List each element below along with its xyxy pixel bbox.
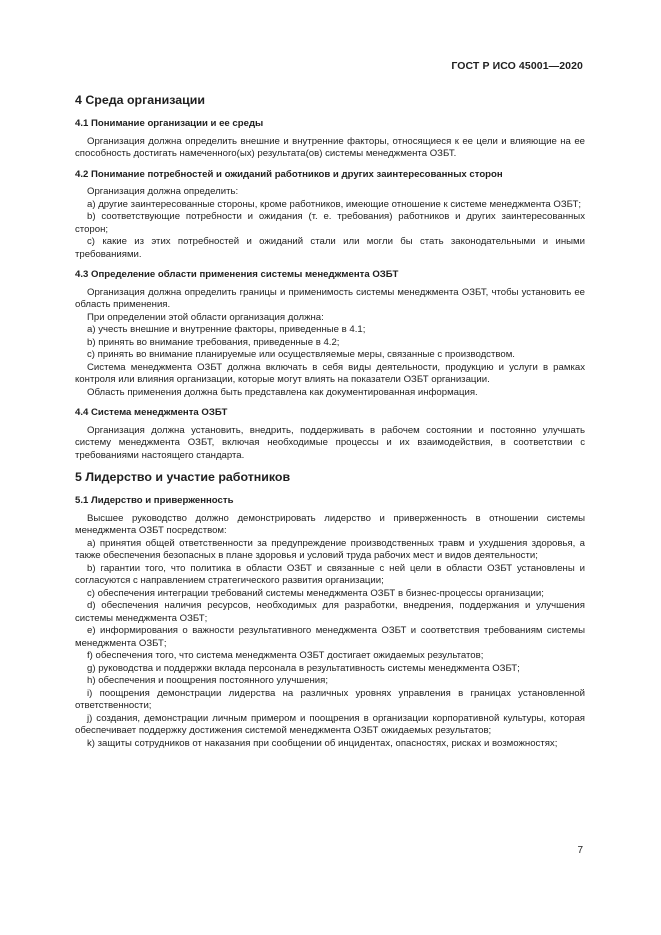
paragraph: Организация должна определить границы и применимость системы менеджмента ОЗБТ, чтобы установить ее область применения. bbox=[75, 286, 585, 310]
document-id: ГОСТ Р ИСО 45001—2020 bbox=[451, 60, 583, 72]
paragraph: Высшее руководство должно демонстрировать лидерство и приверженность в отношении системы менеджмента ОЗБТ посредством: bbox=[75, 512, 585, 536]
list-item: a) учесть внешние и внутренние факторы, приведенные в 4.1; bbox=[87, 324, 366, 335]
paragraph: Организация должна установить, внедрить, поддерживать в рабочем состоянии и постоянно улучшать систему менеджмента ОЗБТ, включая необходимые процессы и их взаимодействия, в соответствии с требованиями настоящего стандарта. bbox=[75, 424, 585, 461]
list-item: j) создания, демонстрации личным примером и поощрения в организации корпоративной культуры, которая обеспечивает поддержку достижения системой менеджмента ОЗБТ ожидаемых результатов; bbox=[75, 712, 585, 736]
page-content bbox=[75, 93, 585, 758]
section-4-title: 4 Среда организации bbox=[75, 93, 205, 107]
list-item: k) защиты сотрудников от наказания при сообщении об инцидентах, опасностях, рисках и возможностях; bbox=[87, 737, 558, 749]
list-item: e) информирования о важности результативного менеджмента ОЗБТ и соответствия требованиям системы менеджмента ОЗБТ; bbox=[75, 625, 585, 649]
paragraph: Область применения должна быть представлена как документированная информация. bbox=[87, 386, 478, 398]
list-item: g) руководства и поддержки вклада персонала в результативность системы менеджмента ОЗБТ; bbox=[87, 662, 520, 674]
list-item: i) поощрения демонстрации лидерства на различных уровнях управления в границах установленной ответственности; bbox=[75, 687, 585, 711]
list-item: b) принять во внимание требования, приведенные в 4.2; bbox=[87, 336, 340, 348]
list-item: b) гарантии того, что политика в области ОЗБТ и связанные с ней цели в области ОЗБТ установлены и согласуются с направлением стратегического развития организации; bbox=[75, 562, 585, 586]
list-item: f) обеспечения того, что система менеджмента ОЗБТ достигает ожидаемых результатов; bbox=[87, 650, 484, 661]
list-item: a) другие заинтересованные стороны, кроме работников, имеющие отношение к системе менеджмента ОЗБТ; bbox=[87, 198, 582, 210]
section-4-2-title: 4.2 Понимание потребностей и ожиданий работников и других заинтересованных сторон bbox=[75, 168, 503, 180]
section-4-4-title: 4.4 Система менеджмента ОЗБТ bbox=[75, 407, 228, 418]
section-4-4 bbox=[75, 407, 585, 462]
list-item: c) обеспечения интеграции требований системы менеджмента ОЗБТ в бизнес-процессы организации; bbox=[87, 587, 544, 599]
list-item: h) обеспечения и поощрения постоянного улучшения; bbox=[87, 675, 328, 686]
list-item: a) принятия общей ответственности за предупреждение производственных травм и ухудшения здоровья, а также обеспечения безопасных в плане здоровья и условий труда рабочих мест и видов деятельности; bbox=[75, 537, 585, 561]
section-5-1-title: 5.1 Лидерство и приверженность bbox=[75, 495, 234, 506]
list-item: d) обеспечения наличия ресурсов, необходимых для разработки, внедрения, поддержания и улучшения системы менеджмента ОЗБТ; bbox=[75, 600, 585, 624]
paragraph: Организация должна определить внешние и внутренние факторы, относящиеся к ее цели и влияющие на ее способность достигать намеченного(ых) результата(ов) системы менеджмента ОЗБТ. bbox=[75, 135, 585, 159]
section-4-1 bbox=[75, 118, 585, 161]
paragraph: При определении этой области организация должна: bbox=[87, 311, 324, 323]
section-4-3-title: 4.3 Определение области применения системы менеджмента ОЗБТ bbox=[75, 269, 399, 280]
page-number: 7 bbox=[577, 845, 583, 856]
section-5-1 bbox=[75, 495, 585, 750]
section-4-1-title: 4.1 Понимание организации и ее среды bbox=[75, 118, 264, 129]
section-4-2 bbox=[75, 169, 585, 262]
paragraph: Система менеджмента ОЗБТ должна включать в себя виды деятельности, продукцию и услуги в рамках контроля или влияния организации, которые могут влиять на показатели ОЗБТ организации. bbox=[75, 361, 585, 385]
list-item: b) соответствующие потребности и ожидания (т. е. требования) работников и других заинтересованных сторон; bbox=[75, 211, 585, 235]
section-4-3 bbox=[75, 269, 585, 399]
paragraph: Организация должна определить: bbox=[87, 186, 239, 197]
section-5-title: 5 Лидерство и участие работников bbox=[75, 470, 291, 484]
list-item: c) принять во внимание планируемые или осуществляемые меры, связанные с производством. bbox=[87, 349, 515, 360]
list-item: c) какие из этих потребностей и ожиданий стали или могли бы стать законодательными и иными требованиями. bbox=[75, 236, 585, 260]
